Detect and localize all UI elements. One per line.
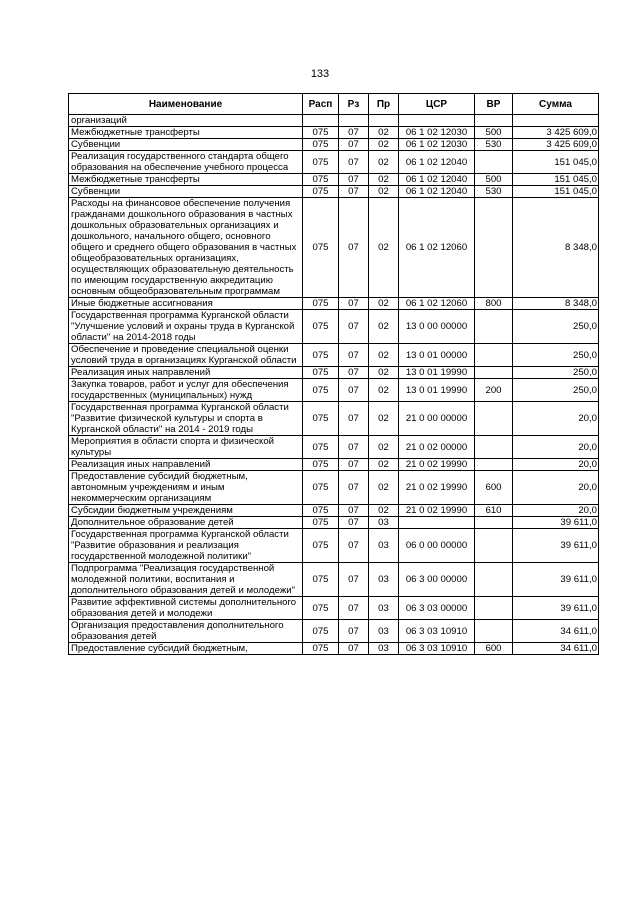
cell-csr: 21 0 02 19990 [399,505,475,517]
cell-name: Субвенции [69,139,303,151]
cell-vr [475,115,513,127]
cell-rasp [303,115,339,127]
header-vr: ВР [475,94,513,115]
cell-csr: 06 3 00 00000 [399,563,475,597]
cell-rz [339,115,369,127]
cell-csr: 06 1 02 12040 [399,186,475,198]
cell-pr: 02 [369,127,399,139]
table-row [69,344,599,367]
cell-vr [475,198,513,298]
table-row [69,505,599,517]
cell-rz: 07 [339,505,369,517]
cell-pr: 02 [369,367,399,379]
cell-sum [513,115,599,127]
cell-rasp: 075 [303,563,339,597]
cell-vr [475,517,513,529]
cell-pr: 02 [369,379,399,402]
cell-rz: 07 [339,529,369,563]
cell-vr [475,563,513,597]
cell-name: Развитие эффективной системы дополнительного образования детей и молодежи [69,597,303,620]
cell-rasp: 075 [303,597,339,620]
table-header-row [69,94,599,115]
cell-csr [399,115,475,127]
header-csr: ЦСР [399,94,475,115]
table-row [69,174,599,186]
cell-rasp: 075 [303,367,339,379]
table-row [69,310,599,344]
cell-csr: 06 1 02 12040 [399,174,475,186]
cell-name: Мероприятия в области спорта и физической культуры [69,436,303,459]
cell-rasp: 075 [303,379,339,402]
cell-rasp: 075 [303,344,339,367]
cell-rz: 07 [339,367,369,379]
cell-vr: 530 [475,139,513,151]
cell-sum: 20,0 [513,436,599,459]
cell-pr: 03 [369,597,399,620]
table-row [69,471,599,505]
table-row [69,529,599,563]
cell-name: Государственная программа Курганской области "Улучшение условий и охраны труда в Курганской области" на 2014-2018 годы [69,310,303,344]
cell-name: организаций [69,115,303,127]
table-row [69,298,599,310]
cell-rz: 07 [339,597,369,620]
cell-vr [475,620,513,643]
cell-pr: 03 [369,563,399,597]
cell-pr: 02 [369,198,399,298]
table-row [69,436,599,459]
cell-rz: 07 [339,471,369,505]
cell-rz: 07 [339,436,369,459]
cell-rz: 07 [339,174,369,186]
cell-vr [475,367,513,379]
cell-sum: 8 348,0 [513,198,599,298]
cell-sum: 151 045,0 [513,186,599,198]
cell-pr: 02 [369,402,399,436]
cell-name: Государственная программа Курганской области "Развитие образования и реализация государственной молодежной политики" [69,529,303,563]
cell-name: Расходы на финансовое обеспечение получения гражданами дошкольного образования в частных дошкольных образовательных организациях и дошкольного, начального общего, основного общего и среднего общего образования в частных общеобразовательных организациях, осуществляющих образовательную деятельность по имеющим государственную аккредитацию основным общеобразовательным программам [69,198,303,298]
cell-rasp: 075 [303,402,339,436]
cell-sum: 39 611,0 [513,563,599,597]
cell-name: Предоставление субсидий бюджетным, [69,643,303,655]
cell-vr: 600 [475,471,513,505]
cell-vr [475,459,513,471]
cell-pr: 03 [369,620,399,643]
cell-pr: 02 [369,186,399,198]
cell-csr: 21 0 02 00000 [399,436,475,459]
cell-sum: 34 611,0 [513,643,599,655]
cell-pr: 02 [369,310,399,344]
table-row [69,198,599,298]
cell-sum: 20,0 [513,459,599,471]
cell-csr: 21 0 02 19990 [399,471,475,505]
table-row [69,402,599,436]
page-number: 133 [310,68,330,80]
cell-rz: 07 [339,563,369,597]
cell-rasp: 075 [303,151,339,174]
cell-name: Субвенции [69,186,303,198]
cell-sum: 39 611,0 [513,597,599,620]
cell-pr [369,115,399,127]
cell-vr [475,436,513,459]
cell-rz: 07 [339,459,369,471]
cell-pr: 02 [369,174,399,186]
cell-rz: 07 [339,310,369,344]
cell-sum: 39 611,0 [513,529,599,563]
cell-pr: 02 [369,151,399,174]
table-row [69,379,599,402]
cell-vr: 500 [475,174,513,186]
cell-vr: 500 [475,127,513,139]
table-row [69,597,599,620]
table-row [69,620,599,643]
cell-pr: 02 [369,298,399,310]
table-row [69,563,599,597]
table-row [69,367,599,379]
cell-rz: 07 [339,344,369,367]
cell-vr [475,151,513,174]
cell-rasp: 075 [303,127,339,139]
cell-rasp: 075 [303,471,339,505]
cell-pr: 02 [369,436,399,459]
cell-csr: 06 1 02 12030 [399,127,475,139]
cell-sum: 20,0 [513,505,599,517]
header-pr: Пр [369,94,399,115]
cell-rz: 07 [339,402,369,436]
cell-vr [475,310,513,344]
cell-vr [475,597,513,620]
cell-rasp: 075 [303,186,339,198]
cell-name: Иные бюджетные ассигнования [69,298,303,310]
cell-rz: 07 [339,379,369,402]
cell-pr: 03 [369,529,399,563]
cell-csr: 06 1 02 12060 [399,198,475,298]
budget-table [68,93,599,655]
cell-sum: 151 045,0 [513,151,599,174]
cell-sum: 3 425 609,0 [513,127,599,139]
cell-csr: 06 3 03 00000 [399,597,475,620]
cell-sum: 250,0 [513,310,599,344]
cell-rz: 07 [339,198,369,298]
cell-csr: 06 0 00 00000 [399,529,475,563]
cell-rasp: 075 [303,139,339,151]
cell-vr: 600 [475,643,513,655]
cell-sum: 250,0 [513,379,599,402]
cell-rasp: 075 [303,517,339,529]
cell-name: Реализация государственного стандарта общего образования на обеспечение учебного процесса [69,151,303,174]
cell-rz: 07 [339,643,369,655]
cell-sum: 3 425 609,0 [513,139,599,151]
cell-sum: 8 348,0 [513,298,599,310]
cell-csr: 06 1 02 12040 [399,151,475,174]
cell-sum: 151 045,0 [513,174,599,186]
cell-rasp: 075 [303,198,339,298]
cell-rasp: 075 [303,310,339,344]
cell-csr: 06 1 02 12030 [399,139,475,151]
header-sum: Сумма [513,94,599,115]
cell-sum: 250,0 [513,367,599,379]
cell-sum: 20,0 [513,471,599,505]
cell-name: Межбюджетные трансферты [69,127,303,139]
header-rz: Рз [339,94,369,115]
cell-rasp: 075 [303,643,339,655]
cell-rz: 07 [339,151,369,174]
cell-pr: 02 [369,139,399,151]
cell-name: Реализация иных направлений [69,367,303,379]
table-row [69,115,599,127]
cell-csr: 06 3 03 10910 [399,643,475,655]
cell-csr: 13 0 01 19990 [399,379,475,402]
cell-name: Организация предоставления дополнительного образования детей [69,620,303,643]
cell-sum: 250,0 [513,344,599,367]
cell-sum: 39 611,0 [513,517,599,529]
cell-vr: 200 [475,379,513,402]
table-body [69,115,599,655]
cell-name: Дополнительное образование детей [69,517,303,529]
cell-vr [475,402,513,436]
cell-csr: 13 0 00 00000 [399,310,475,344]
cell-csr: 13 0 01 19990 [399,367,475,379]
table-row [69,643,599,655]
table-row [69,459,599,471]
cell-pr: 02 [369,344,399,367]
cell-rz: 07 [339,186,369,198]
cell-csr [399,517,475,529]
table-row [69,139,599,151]
cell-name: Государственная программа Курганской области "Развитие физической культуры и спорта в Курганской области" на 2014 - 2019 годы [69,402,303,436]
cell-rasp: 075 [303,436,339,459]
cell-sum: 34 611,0 [513,620,599,643]
table-row [69,186,599,198]
cell-pr: 02 [369,459,399,471]
header-rasp: Расп [303,94,339,115]
cell-rz: 07 [339,139,369,151]
table-row [69,517,599,529]
cell-csr: 06 1 02 12060 [399,298,475,310]
cell-csr: 06 3 03 10910 [399,620,475,643]
cell-pr: 02 [369,505,399,517]
cell-name: Реализация иных направлений [69,459,303,471]
cell-rasp: 075 [303,620,339,643]
cell-csr: 13 0 01 00000 [399,344,475,367]
cell-name: Субсидии бюджетным учреждениям [69,505,303,517]
cell-csr: 21 0 02 19990 [399,459,475,471]
cell-rz: 07 [339,298,369,310]
cell-vr: 530 [475,186,513,198]
cell-rasp: 075 [303,505,339,517]
cell-vr: 610 [475,505,513,517]
cell-pr: 03 [369,517,399,529]
cell-name: Межбюджетные трансферты [69,174,303,186]
cell-rz: 07 [339,517,369,529]
cell-rz: 07 [339,127,369,139]
cell-rasp: 075 [303,298,339,310]
cell-pr: 03 [369,643,399,655]
table-row [69,151,599,174]
cell-rasp: 075 [303,459,339,471]
table-row [69,127,599,139]
cell-sum: 20,0 [513,402,599,436]
cell-pr: 02 [369,471,399,505]
cell-rz: 07 [339,620,369,643]
cell-name: Подпрограмма "Реализация государственной молодежной политики, воспитания и дополнительного образования детей и молодежи" [69,563,303,597]
cell-name: Обеспечение и проведение специальной оценки условий труда в организациях Курганской области [69,344,303,367]
cell-name: Предоставление субсидий бюджетным, автономным учреждениям и иным некоммерческим организациям [69,471,303,505]
header-name: Наименование [69,94,303,115]
cell-rasp: 075 [303,529,339,563]
cell-csr: 21 0 00 00000 [399,402,475,436]
cell-vr [475,529,513,563]
cell-rasp: 075 [303,174,339,186]
cell-vr: 800 [475,298,513,310]
cell-vr [475,344,513,367]
cell-name: Закупка товаров, работ и услуг для обеспечения государственных (муниципальных) нужд [69,379,303,402]
